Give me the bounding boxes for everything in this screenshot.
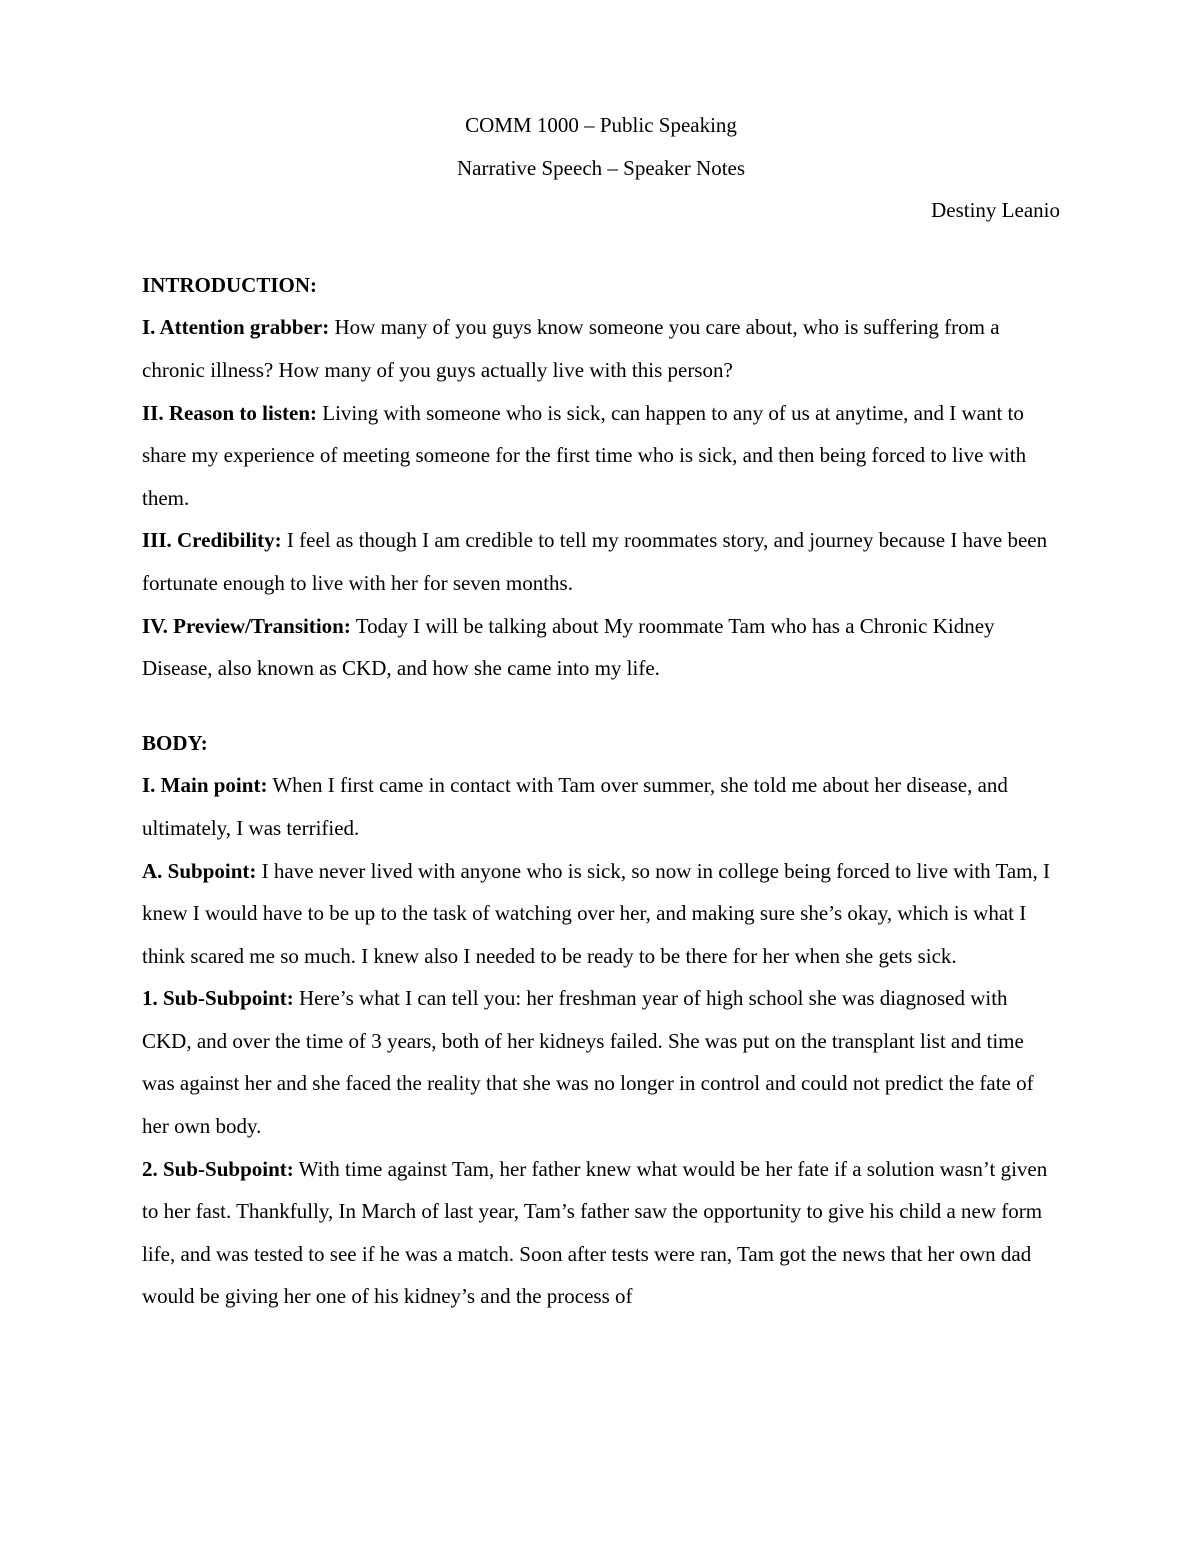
item-label: 1. Sub-Subpoint: (142, 986, 294, 1011)
sub-subpoint-2 (142, 1148, 1060, 1318)
item-text: Living with someone who is sick, can happen to any of us at anytime, and I want to share my experience of meeting someone for the first time who is sick, and then being forced to live with them. (142, 400, 1027, 510)
assignment-title: Narrative Speech – Speaker Notes (456, 155, 746, 180)
body-heading: BODY: (142, 730, 208, 755)
item-text: Here’s what I can tell you: her freshman year of high school she was diagnosed with CKD, and over the time of 3 years, both of her kidneys failed. She was put on the transplant list and time was against her and she faced the reality that she was no longer in control and could not predict the fate of her own body. (142, 986, 1034, 1139)
sub-subpoint-1 (142, 977, 1060, 1147)
item-label: IV. Preview/Transition: (142, 613, 351, 638)
item-text: I have never lived with anyone who is sick, so now in college being forced to live with Tam, I knew I would have to be up to the task of watching over her, and making sure she’s okay, which is what I think scared me so much. I knew also I needed to be ready to be there for her when she gets sick. (142, 858, 1051, 968)
main-point (142, 764, 1060, 849)
spacer (142, 232, 1060, 264)
item-text: When I first came in contact with Tam over summer, she told me about her disease, and ultimately, I was terrified. (142, 773, 1008, 840)
course-title: COMM 1000 – Public Speaking (465, 113, 737, 137)
document-content (142, 104, 1060, 1318)
spacer (142, 690, 1060, 722)
item-label: 2. Sub-Subpoint: (142, 1156, 294, 1181)
item-text: I feel as though I am credible to tell my roommates story, and journey because I have been fortunate enough to live with her for seven months. (142, 528, 1048, 595)
item-text: How many of you guys know someone you care about, who is suffering from a chronic illness? How many of you guys actually live with this person? (142, 315, 1000, 382)
item-label: III. Credibility: (142, 528, 282, 553)
preview-transition (142, 605, 1060, 690)
reason-to-listen (142, 392, 1060, 520)
author-name: Destiny Leanio (931, 198, 1060, 223)
item-label: II. Reason to listen: (142, 400, 318, 425)
item-text: With time against Tam, her father knew what would be her fate if a solution wasn’t given to her fast. Thankfully, In March of last year, Tam’s father saw the opportunity to give his child a new form life, and was tested to see if he was a match. Soon after tests were ran, Tam got the news that her own dad would be giving her one of his kidney’s and the process of (142, 1156, 1048, 1309)
introduction-heading: INTRODUCTION: (142, 272, 318, 297)
credibility (142, 519, 1060, 604)
subpoint-a (142, 850, 1060, 978)
attention-grabber (142, 306, 1060, 391)
item-label: A. Subpoint: (142, 858, 257, 883)
item-text: Today I will be talking about My roommate Tam who has a Chronic Kidney Disease, also known as CKD, and how she came into my life. (142, 613, 995, 681)
item-label: I. Main point: (142, 773, 268, 798)
item-label: I. Attention grabber: (142, 315, 330, 340)
